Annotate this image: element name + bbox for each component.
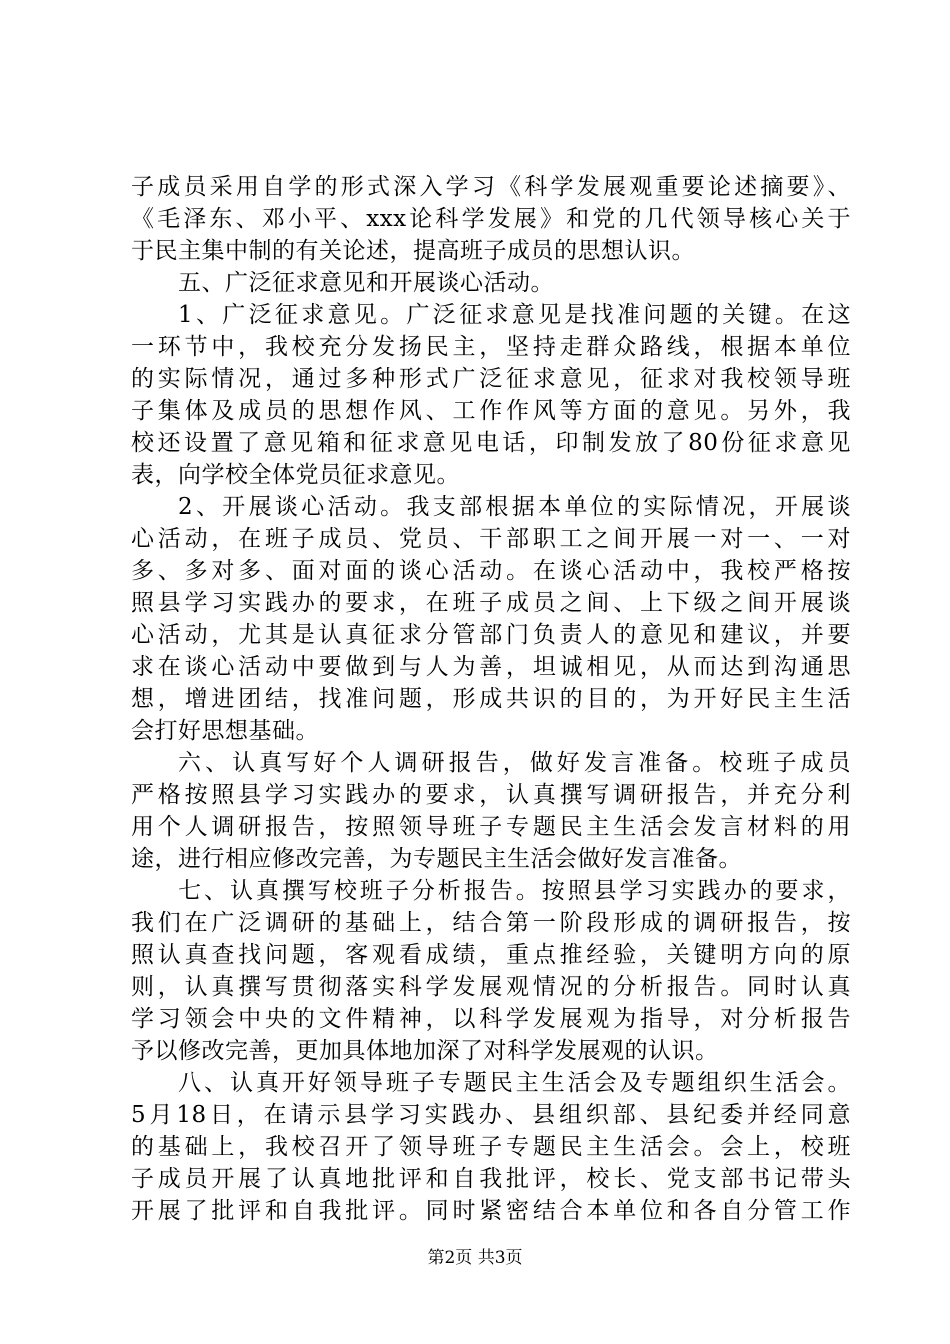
text-line: 照县学习实践办的要求，在班子成员之间、上下级之间开展谈 <box>131 590 851 616</box>
text-line: 子集体及成员的思想作风、工作作风等方面的意见。另外，我 <box>131 398 851 424</box>
text-line: 《毛泽东、邓小平、xxx论科学发展》和党的几代领导核心关于 <box>131 206 851 232</box>
text-line: 2、开展谈心活动。我支部根据本单位的实际情况，开展谈 <box>178 494 851 520</box>
text-line: 子成员开展了认真地批评和自我批评，校长、党支部书记带头 <box>131 1166 851 1192</box>
page-footer: 第2页 共3页 <box>427 1248 523 1268</box>
text-line: 的实际情况，通过多种形式广泛征求意见，征求对我校领导班 <box>131 366 851 392</box>
text-line: 1、广泛征求意见。广泛征求意见是找准问题的关键。在这 <box>178 302 851 328</box>
text-line: 六、认真写好个人调研报告，做好发言准备。校班子成员 <box>178 750 851 776</box>
text-line: 子成员采用自学的形式深入学习《科学发展观重要论述摘要》、 <box>131 174 851 200</box>
text-line: 开展了批评和自我批评。同时紧密结合本单位和各自分管工作 <box>131 1198 851 1224</box>
text-line: 会打好思想基础。 <box>131 718 319 744</box>
text-line: 途，进行相应修改完善，为专题民主生活会做好发言准备。 <box>131 846 742 872</box>
text-line: 五、广泛征求意见和开展谈心活动。 <box>178 270 554 296</box>
text-line: 的基础上，我校召开了领导班子专题民主生活会。会上，校班 <box>131 1134 851 1160</box>
document-body <box>131 171 851 1227</box>
text-line: 予以修改完善，更加具体地加深了对科学发展观的认识。 <box>131 1038 719 1064</box>
text-line: 八、认真开好领导班子专题民主生活会及专题组织生活会。 <box>178 1070 851 1096</box>
text-line: 想，增进团结，找准问题，形成共识的目的，为开好民主生活 <box>131 686 851 712</box>
text-line: 多、多对多、面对面的谈心活动。在谈心活动中，我校严格按 <box>131 558 851 584</box>
text-line: 表，向学校全体党员征求意见。 <box>131 462 460 488</box>
text-line: 心活动，尤其是认真征求分管部门负责人的意见和建议，并要 <box>131 622 851 648</box>
text-line: 校还设置了意见箱和征求意见电话，印制发放了80份征求意见 <box>131 430 851 456</box>
text-line: 我们在广泛调研的基础上，结合第一阶段形成的调研报告，按 <box>131 910 851 936</box>
text-line: 照认真查找问题，客观看成绩，重点推经验，关键明方向的原 <box>131 942 851 968</box>
text-line: 严格按照县学习实践办的要求，认真撰写调研报告，并充分利 <box>131 782 851 808</box>
text-line: 5月18日，在请示县学习实践办、县组织部、县纪委并经同意 <box>131 1102 851 1128</box>
text-line: 于民主集中制的有关论述，提高班子成员的思想认识。 <box>131 238 695 264</box>
text-line: 求在谈心活动中要做到与人为善，坦诚相见，从而达到沟通思 <box>131 654 851 680</box>
text-line: 七、认真撰写校班子分析报告。按照县学习实践办的要求， <box>178 878 851 904</box>
text-line: 学习领会中央的文件精神，以科学发展观为指导，对分析报告 <box>131 1006 851 1032</box>
text-line: 则，认真撰写贯彻落实科学发展观情况的分析报告。同时认真 <box>131 974 851 1000</box>
text-line: 心活动，在班子成员、党员、干部职工之间开展一对一、一对 <box>131 526 851 552</box>
text-line: 用个人调研报告，按照领导班子专题民主生活会发言材料的用 <box>131 814 851 840</box>
text-line: 一环节中，我校充分发扬民主，坚持走群众路线，根据本单位 <box>131 334 851 360</box>
